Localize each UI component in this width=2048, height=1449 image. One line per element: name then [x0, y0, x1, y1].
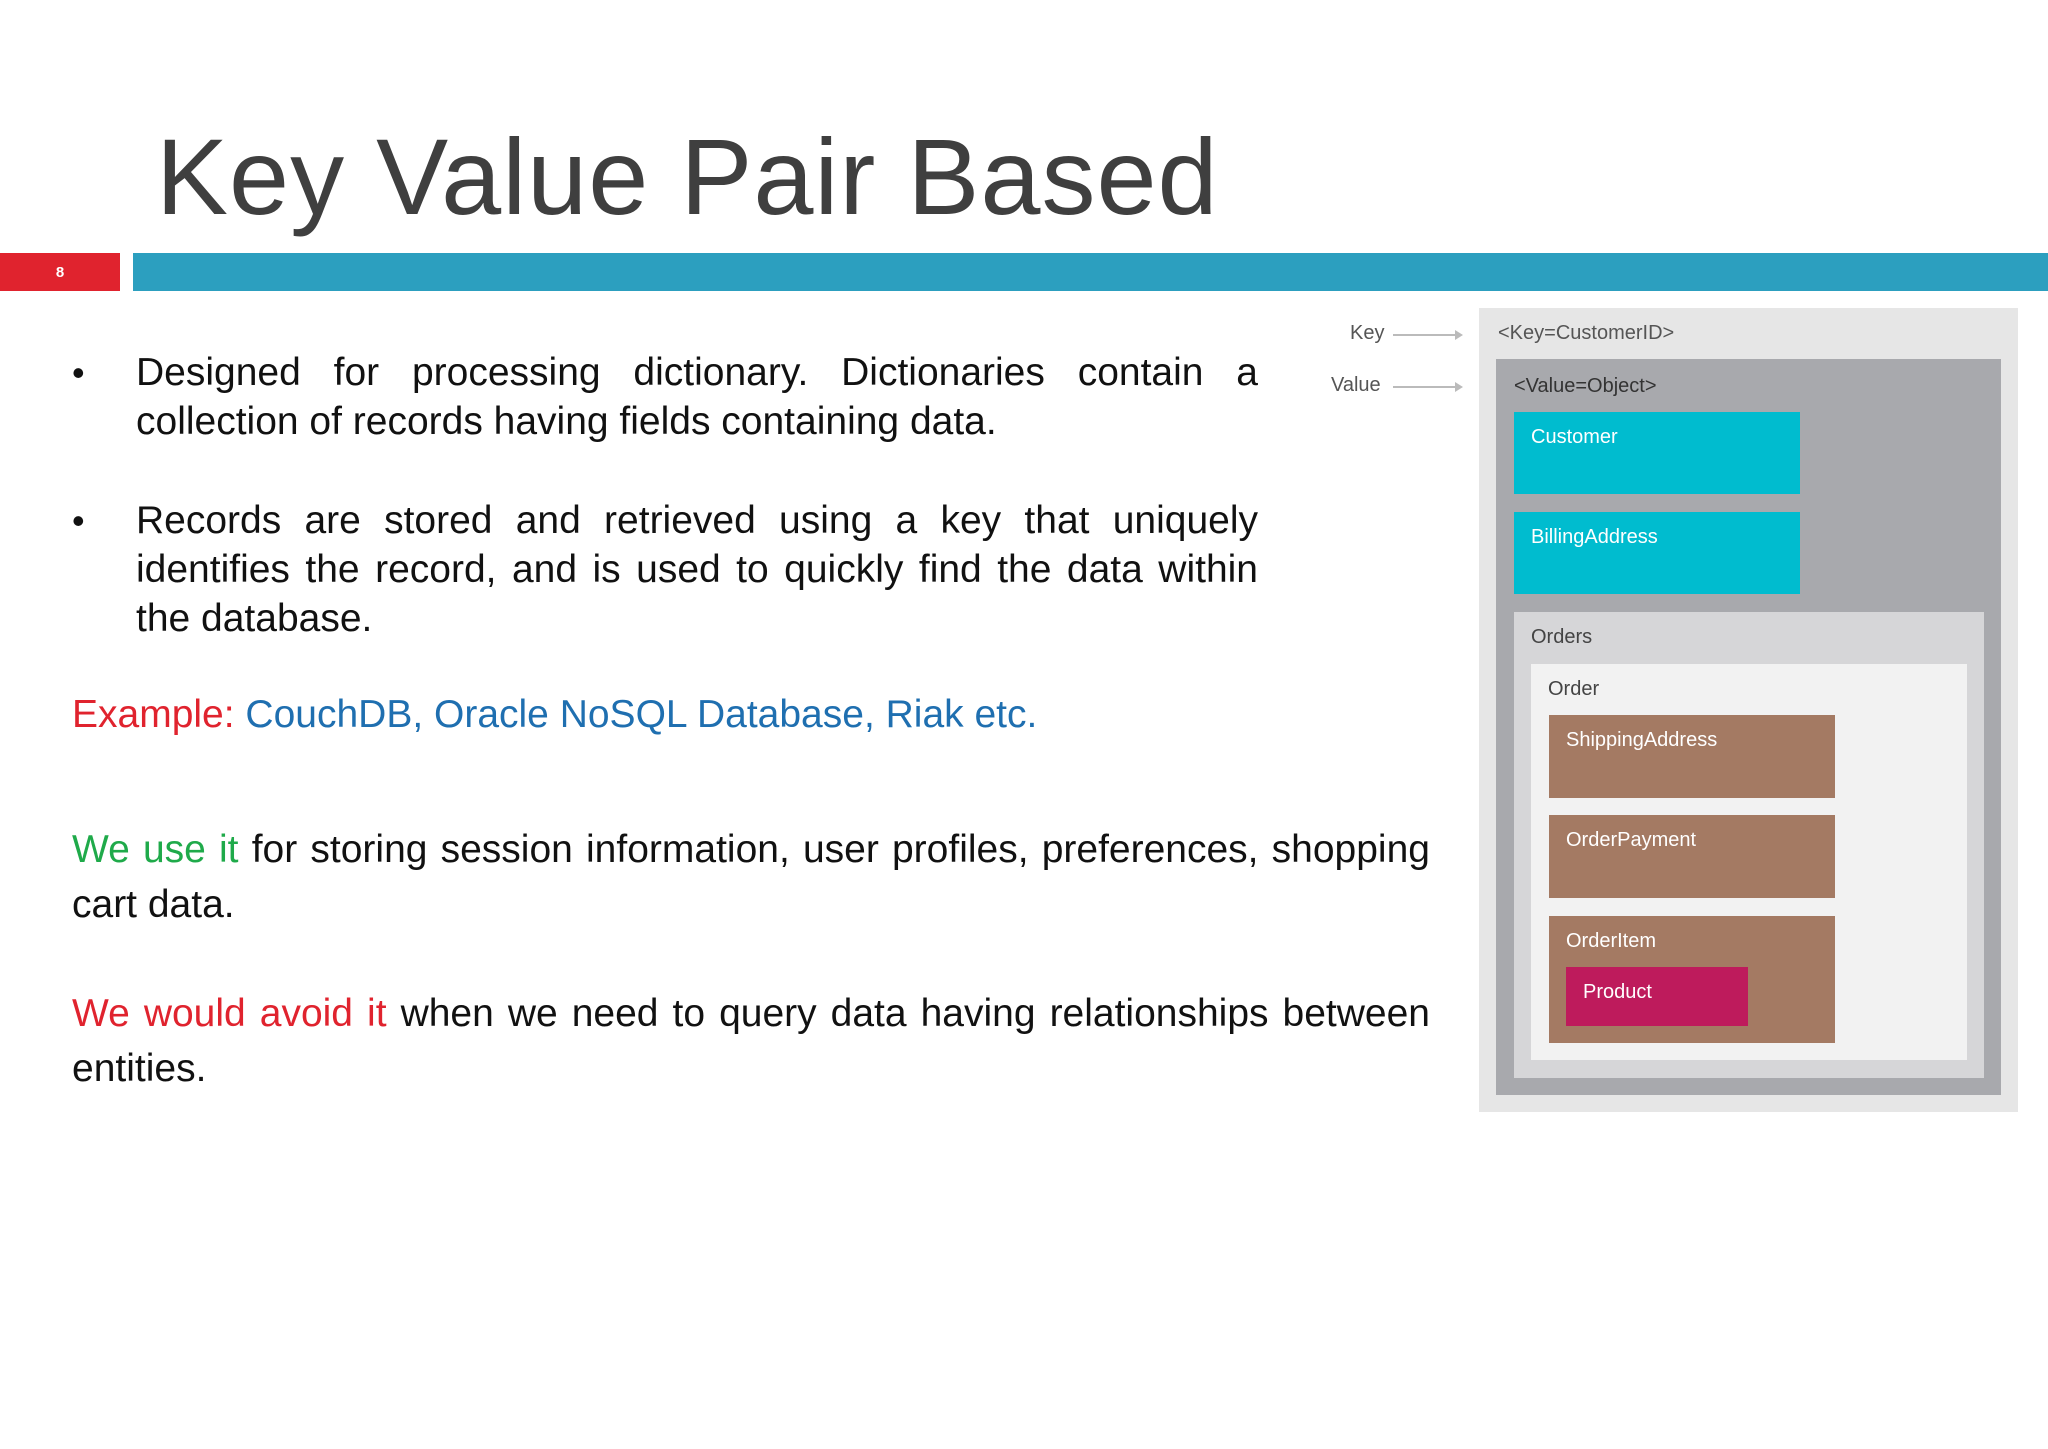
billing-address-box — [1514, 512, 1800, 594]
avoid-paragraph — [72, 986, 1430, 1096]
value-text: <Value=Object> — [1514, 375, 1657, 397]
order-item-label: OrderItem — [1566, 930, 1657, 952]
use-highlight: We use it — [72, 828, 239, 871]
bullet-icon: • — [72, 352, 85, 393]
bullet-item — [72, 348, 1258, 446]
order-payment-label: OrderPayment — [1566, 829, 1697, 851]
order-label: Order — [1548, 678, 1600, 700]
bullet-item — [72, 496, 1258, 643]
key-side-label: Key — [1350, 322, 1385, 344]
avoid-text: when we need to query data having relationships between entities. — [72, 992, 1431, 1090]
value-arrow-icon — [1393, 386, 1461, 388]
value-side-label: Value — [1331, 374, 1381, 396]
slide-title: Key Value Pair Based — [156, 116, 1219, 237]
orders-label: Orders — [1531, 626, 1593, 648]
bullet-text: Designed for processing dictionary. Dictionaries contain a collection of records having fields containing data. — [136, 351, 1258, 443]
slide-number — [0, 253, 120, 291]
slide-number-text: 8 — [55, 263, 65, 281]
key-text: <Key=CustomerID> — [1498, 322, 1675, 344]
use-text: for storing session information, user profiles, preferences, shopping cart data. — [72, 828, 1430, 926]
billing-address-label: BillingAddress — [1531, 526, 1658, 548]
key-arrow-icon — [1393, 334, 1461, 336]
example-items: CouchDB, Oracle NoSQL Database, Riak etc. — [245, 693, 1038, 736]
shipping-address-box — [1549, 715, 1835, 798]
customer-label: Customer — [1531, 426, 1618, 448]
bullet-text: Records are stored and retrieved using a key that uniquely identifies the record, and is used to quickly find the data within the database. — [136, 499, 1258, 640]
avoid-highlight: We would avoid it — [72, 992, 387, 1035]
product-box — [1566, 967, 1748, 1026]
order-payment-box — [1549, 815, 1835, 898]
example-line — [72, 690, 1037, 739]
example-label: Example: — [72, 693, 235, 736]
customer-box — [1514, 412, 1800, 494]
product-label: Product — [1583, 981, 1652, 1003]
bullet-icon: • — [72, 500, 85, 541]
shipping-address-label: ShippingAddress — [1566, 729, 1718, 751]
title-underline-bar — [133, 253, 2048, 291]
use-paragraph — [72, 822, 1430, 932]
